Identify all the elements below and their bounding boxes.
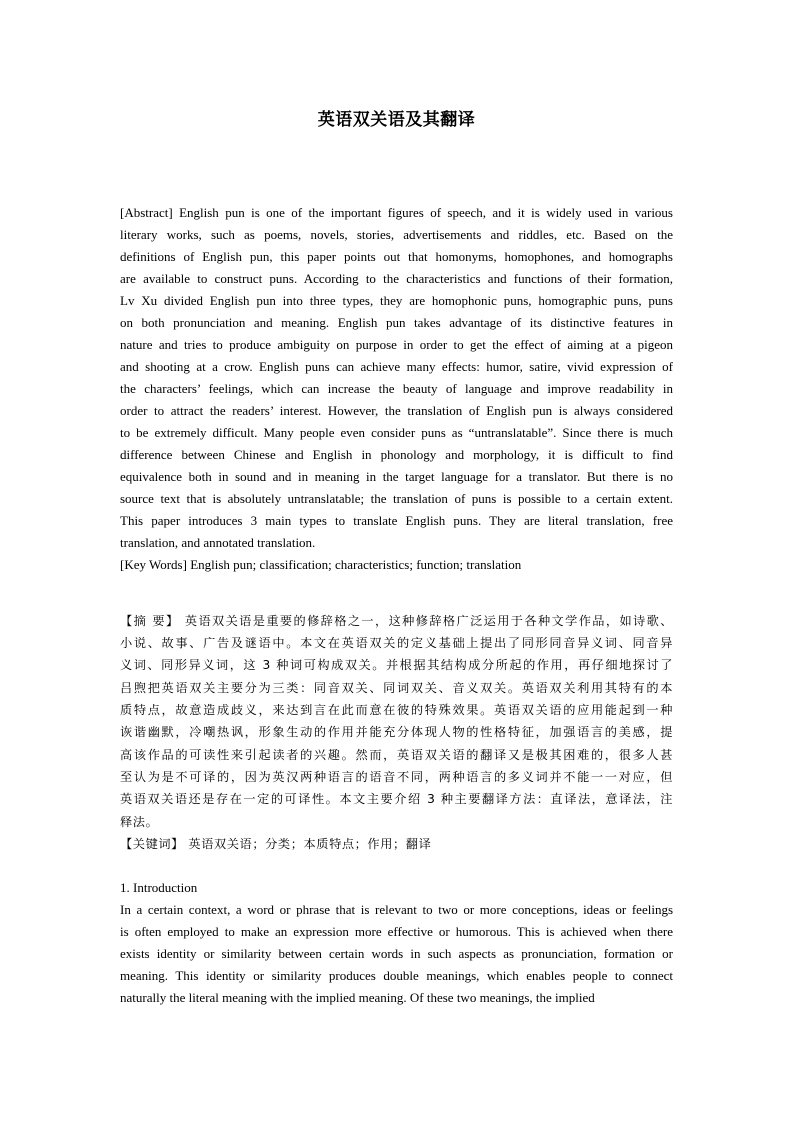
abstract-en-line: to be extremely difficult. Many people even consider puns as “untranslatable”. Since there is much xyxy=(120,425,673,440)
abstract-zh-line: 英语双关语还是存在一定的可译性。本文主要介绍 3 种主要翻译方法：直译法，意译法，注 xyxy=(120,792,673,806)
abstract-en-keywords: [Key Words] English pun; classification; characteristics; function; translation xyxy=(120,557,522,572)
section-heading: 1. Introduction xyxy=(120,880,198,895)
abstract-en-line: literary works, such as poems, novels, stories, advertisements and riddles, etc. Based on the xyxy=(120,227,673,242)
abstract-en-line: Lv Xu divided English pun into three types, they are homophonic puns, homographic puns, puns xyxy=(120,293,673,308)
abstract-en-line: source text that is absolutely untranslatable; the translation of puns is possible to a certain extent. xyxy=(120,491,673,506)
abstract-zh-line: 质特点，故意造成歧义，来达到言在此而意在彼的特殊效果。英语双关语的应用能起到一种 xyxy=(120,703,673,717)
body-line: In a certain context, a word or phrase that is relevant to two or more conceptions, ideas or feelings xyxy=(120,902,673,917)
abstract-en-line: on both pronunciation and meaning. English pun takes advantage of its distinctive features in xyxy=(120,315,673,330)
abstract-zh-line: 至认为是不可译的，因为英汉两种语言的语音不同，两种语言的多义词并不能一一对应，但 xyxy=(120,770,673,784)
abstract-zh-keywords: 【关键词】 英语双关语；分类；本质特点；作用；翻译 xyxy=(120,837,432,851)
abstract-zh-line: 诙谐幽默，冷嘲热讽，形象生动的作用并能充分体现人物的性格特征，加强语言的美感，提 xyxy=(120,725,673,739)
abstract-en-line: This paper introduces 3 main types to translate English puns. They are literal translation, free xyxy=(120,513,673,528)
abstract-zh-line: 吕煦把英语双关主要分为三类：同音双关、同词双关、音义双关。英语双关利用其特有的本 xyxy=(120,681,673,695)
abstract-en-line: translation, and annotated translation. xyxy=(120,535,316,550)
body-line: naturally the literal meaning with the implied meaning. Of these two meanings, the implied xyxy=(120,990,595,1005)
abstract-en-line: the characters’ feelings, which can increase the beauty of language and improve readability in xyxy=(120,381,673,396)
abstract-zh-line: 小说、故事、广告及谜语中。本文在英语双关的定义基础上提出了同形同音异义词、同音异 xyxy=(120,636,673,650)
abstract-en-line: nature and tries to produce ambiguity on purpose in order to get the effect of aiming at a pigeon xyxy=(120,337,673,352)
abstract-zh-line: 高该作品的可读性来引起读者的兴趣。然而，英语双关语的翻译又是极其困难的，很多人甚 xyxy=(120,748,673,762)
document-title: 英语双关语及其翻译 xyxy=(317,110,476,130)
body-line: meaning. This identity or similarity produces double meanings, which enables people to connect xyxy=(120,968,673,983)
body-line: exists identity or similarity between certain words in such aspects as pronunciation, formation or xyxy=(120,946,673,961)
abstract-en-line: and shooting at a crow. English puns can achieve many effects: humor, satire, vivid expression of xyxy=(120,359,673,374)
abstract-en-line: difference between Chinese and English in phonology and morphology, it is difficult to find xyxy=(120,447,673,462)
abstract-en-line: [Abstract] English pun is one of the important figures of speech, and it is widely used in various xyxy=(120,205,673,220)
abstract-en-line: definitions of English pun, this paper points out that homonyms, homophones, and homographs xyxy=(120,249,673,264)
abstract-zh-line: 释法。 xyxy=(120,815,159,829)
abstract-en-line: order to attract the readers’ interest. However, the translation of English pun is always considered xyxy=(120,403,673,418)
abstract-zh-line: 义词、同形异义词，这 3 种词可构成双关。并根据其结构成分所起的作用，再仔细地探讨了 xyxy=(120,658,673,672)
abstract-en-line: equivalence both in sound and in meaning in the target language for a translator. But there is no xyxy=(120,469,673,484)
abstract-en-line: are available to construct puns. According to the characteristics and functions of their formation, xyxy=(120,271,673,286)
body-line: is often employed to make an expression more effective or humorous. This is achieved when there xyxy=(120,924,673,939)
abstract-zh-line: 【摘 要】 英语双关语是重要的修辞格之一，这种修辞格广泛运用于各种文学作品，如诗歌、 xyxy=(120,614,673,628)
